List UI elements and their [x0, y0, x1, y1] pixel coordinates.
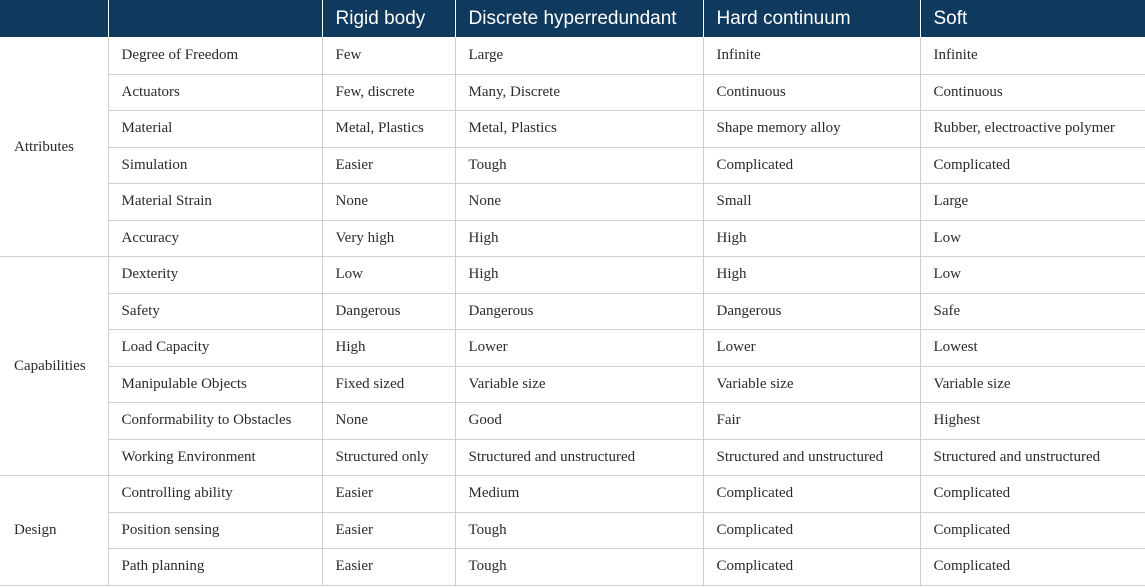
- table-cell: High: [703, 220, 920, 257]
- table-header: [0, 0, 1145, 38]
- table-cell: Tough: [455, 512, 703, 549]
- attribute-label: Safety: [108, 293, 322, 330]
- attribute-label: Manipulable Objects: [108, 366, 322, 403]
- table-cell: None: [455, 184, 703, 221]
- table-cell: Highest: [920, 403, 1145, 440]
- table-cell: Fair: [703, 403, 920, 440]
- header-rigid-body: Rigid body: [322, 0, 455, 38]
- attribute-label: Conformability to Obstacles: [108, 403, 322, 440]
- table-cell: Metal, Plastics: [455, 111, 703, 148]
- table-cell: None: [322, 184, 455, 221]
- table-cell: High: [322, 330, 455, 367]
- table-cell: Good: [455, 403, 703, 440]
- attribute-label: Load Capacity: [108, 330, 322, 367]
- table-cell: Structured and unstructured: [703, 439, 920, 476]
- group-label: Design: [0, 476, 108, 586]
- table-cell: Variable size: [703, 366, 920, 403]
- table-cell: Continuous: [703, 74, 920, 111]
- table-cell: Infinite: [703, 38, 920, 75]
- table-cell: Structured and unstructured: [920, 439, 1145, 476]
- table-row: [0, 257, 1145, 294]
- table-cell: Dangerous: [322, 293, 455, 330]
- table-cell: Structured and unstructured: [455, 439, 703, 476]
- table-cell: Complicated: [703, 512, 920, 549]
- table-cell: Few: [322, 38, 455, 75]
- table-row: [0, 549, 1145, 586]
- table-cell: Low: [920, 257, 1145, 294]
- attribute-label: Dexterity: [108, 257, 322, 294]
- table-cell: Complicated: [920, 512, 1145, 549]
- header-hard-continuum: Hard continuum: [703, 0, 920, 38]
- attribute-label: Position sensing: [108, 512, 322, 549]
- header-row: [0, 0, 1145, 38]
- header-soft: Soft: [920, 0, 1145, 38]
- table-cell: Lower: [455, 330, 703, 367]
- table-cell: Rubber, electroactive polymer: [920, 111, 1145, 148]
- table-cell: Many, Discrete: [455, 74, 703, 111]
- table-cell: Dangerous: [455, 293, 703, 330]
- table-cell: High: [455, 220, 703, 257]
- header-blank-attribute: [108, 0, 322, 38]
- table-cell: High: [703, 257, 920, 294]
- table-cell: Shape memory alloy: [703, 111, 920, 148]
- table-cell: Lowest: [920, 330, 1145, 367]
- table-row: [0, 74, 1145, 111]
- header-blank-group: [0, 0, 108, 38]
- table-row: [0, 330, 1145, 367]
- table-row: [0, 439, 1145, 476]
- table-cell: Large: [455, 38, 703, 75]
- attribute-label: Degree of Freedom: [108, 38, 322, 75]
- table-cell: Complicated: [703, 147, 920, 184]
- table-cell: Easier: [322, 147, 455, 184]
- table-row: [0, 184, 1145, 221]
- table-row: [0, 147, 1145, 184]
- table-cell: Complicated: [703, 549, 920, 586]
- attribute-label: Material: [108, 111, 322, 148]
- table-cell: Low: [920, 220, 1145, 257]
- table-cell: Lower: [703, 330, 920, 367]
- table-cell: Few, discrete: [322, 74, 455, 111]
- table-cell: Low: [322, 257, 455, 294]
- table-cell: Small: [703, 184, 920, 221]
- table-cell: Structured only: [322, 439, 455, 476]
- table-cell: Easier: [322, 549, 455, 586]
- table-row: [0, 293, 1145, 330]
- attribute-label: Path planning: [108, 549, 322, 586]
- group-label: Capabilities: [0, 257, 108, 476]
- table-cell: Very high: [322, 220, 455, 257]
- table-cell: High: [455, 257, 703, 294]
- table-cell: Infinite: [920, 38, 1145, 75]
- table-row: [0, 476, 1145, 513]
- table-cell: Easier: [322, 476, 455, 513]
- table-cell: Complicated: [920, 476, 1145, 513]
- table-cell: Medium: [455, 476, 703, 513]
- attribute-label: Accuracy: [108, 220, 322, 257]
- table-body: [0, 38, 1145, 586]
- table-row: [0, 220, 1145, 257]
- table-cell: Tough: [455, 549, 703, 586]
- table-cell: None: [322, 403, 455, 440]
- table-cell: Large: [920, 184, 1145, 221]
- attribute-label: Simulation: [108, 147, 322, 184]
- table-row: [0, 366, 1145, 403]
- attribute-label: Material Strain: [108, 184, 322, 221]
- table-row: [0, 38, 1145, 75]
- table-cell: Dangerous: [703, 293, 920, 330]
- table-cell: Complicated: [920, 549, 1145, 586]
- table-cell: Safe: [920, 293, 1145, 330]
- attribute-label: Working Environment: [108, 439, 322, 476]
- attribute-label: Actuators: [108, 74, 322, 111]
- table-row: [0, 512, 1145, 549]
- table-cell: Variable size: [920, 366, 1145, 403]
- table-cell: Continuous: [920, 74, 1145, 111]
- attribute-label: Controlling ability: [108, 476, 322, 513]
- table-cell: Metal, Plastics: [322, 111, 455, 148]
- table-cell: Easier: [322, 512, 455, 549]
- header-discrete-hyperredundant: Discrete hyperredundant: [455, 0, 703, 38]
- group-label: Attributes: [0, 38, 108, 257]
- table-row: [0, 403, 1145, 440]
- table-cell: Tough: [455, 147, 703, 184]
- table-cell: Complicated: [703, 476, 920, 513]
- table-cell: Variable size: [455, 366, 703, 403]
- table-cell: Complicated: [920, 147, 1145, 184]
- table-row: [0, 111, 1145, 148]
- table-cell: Fixed sized: [322, 366, 455, 403]
